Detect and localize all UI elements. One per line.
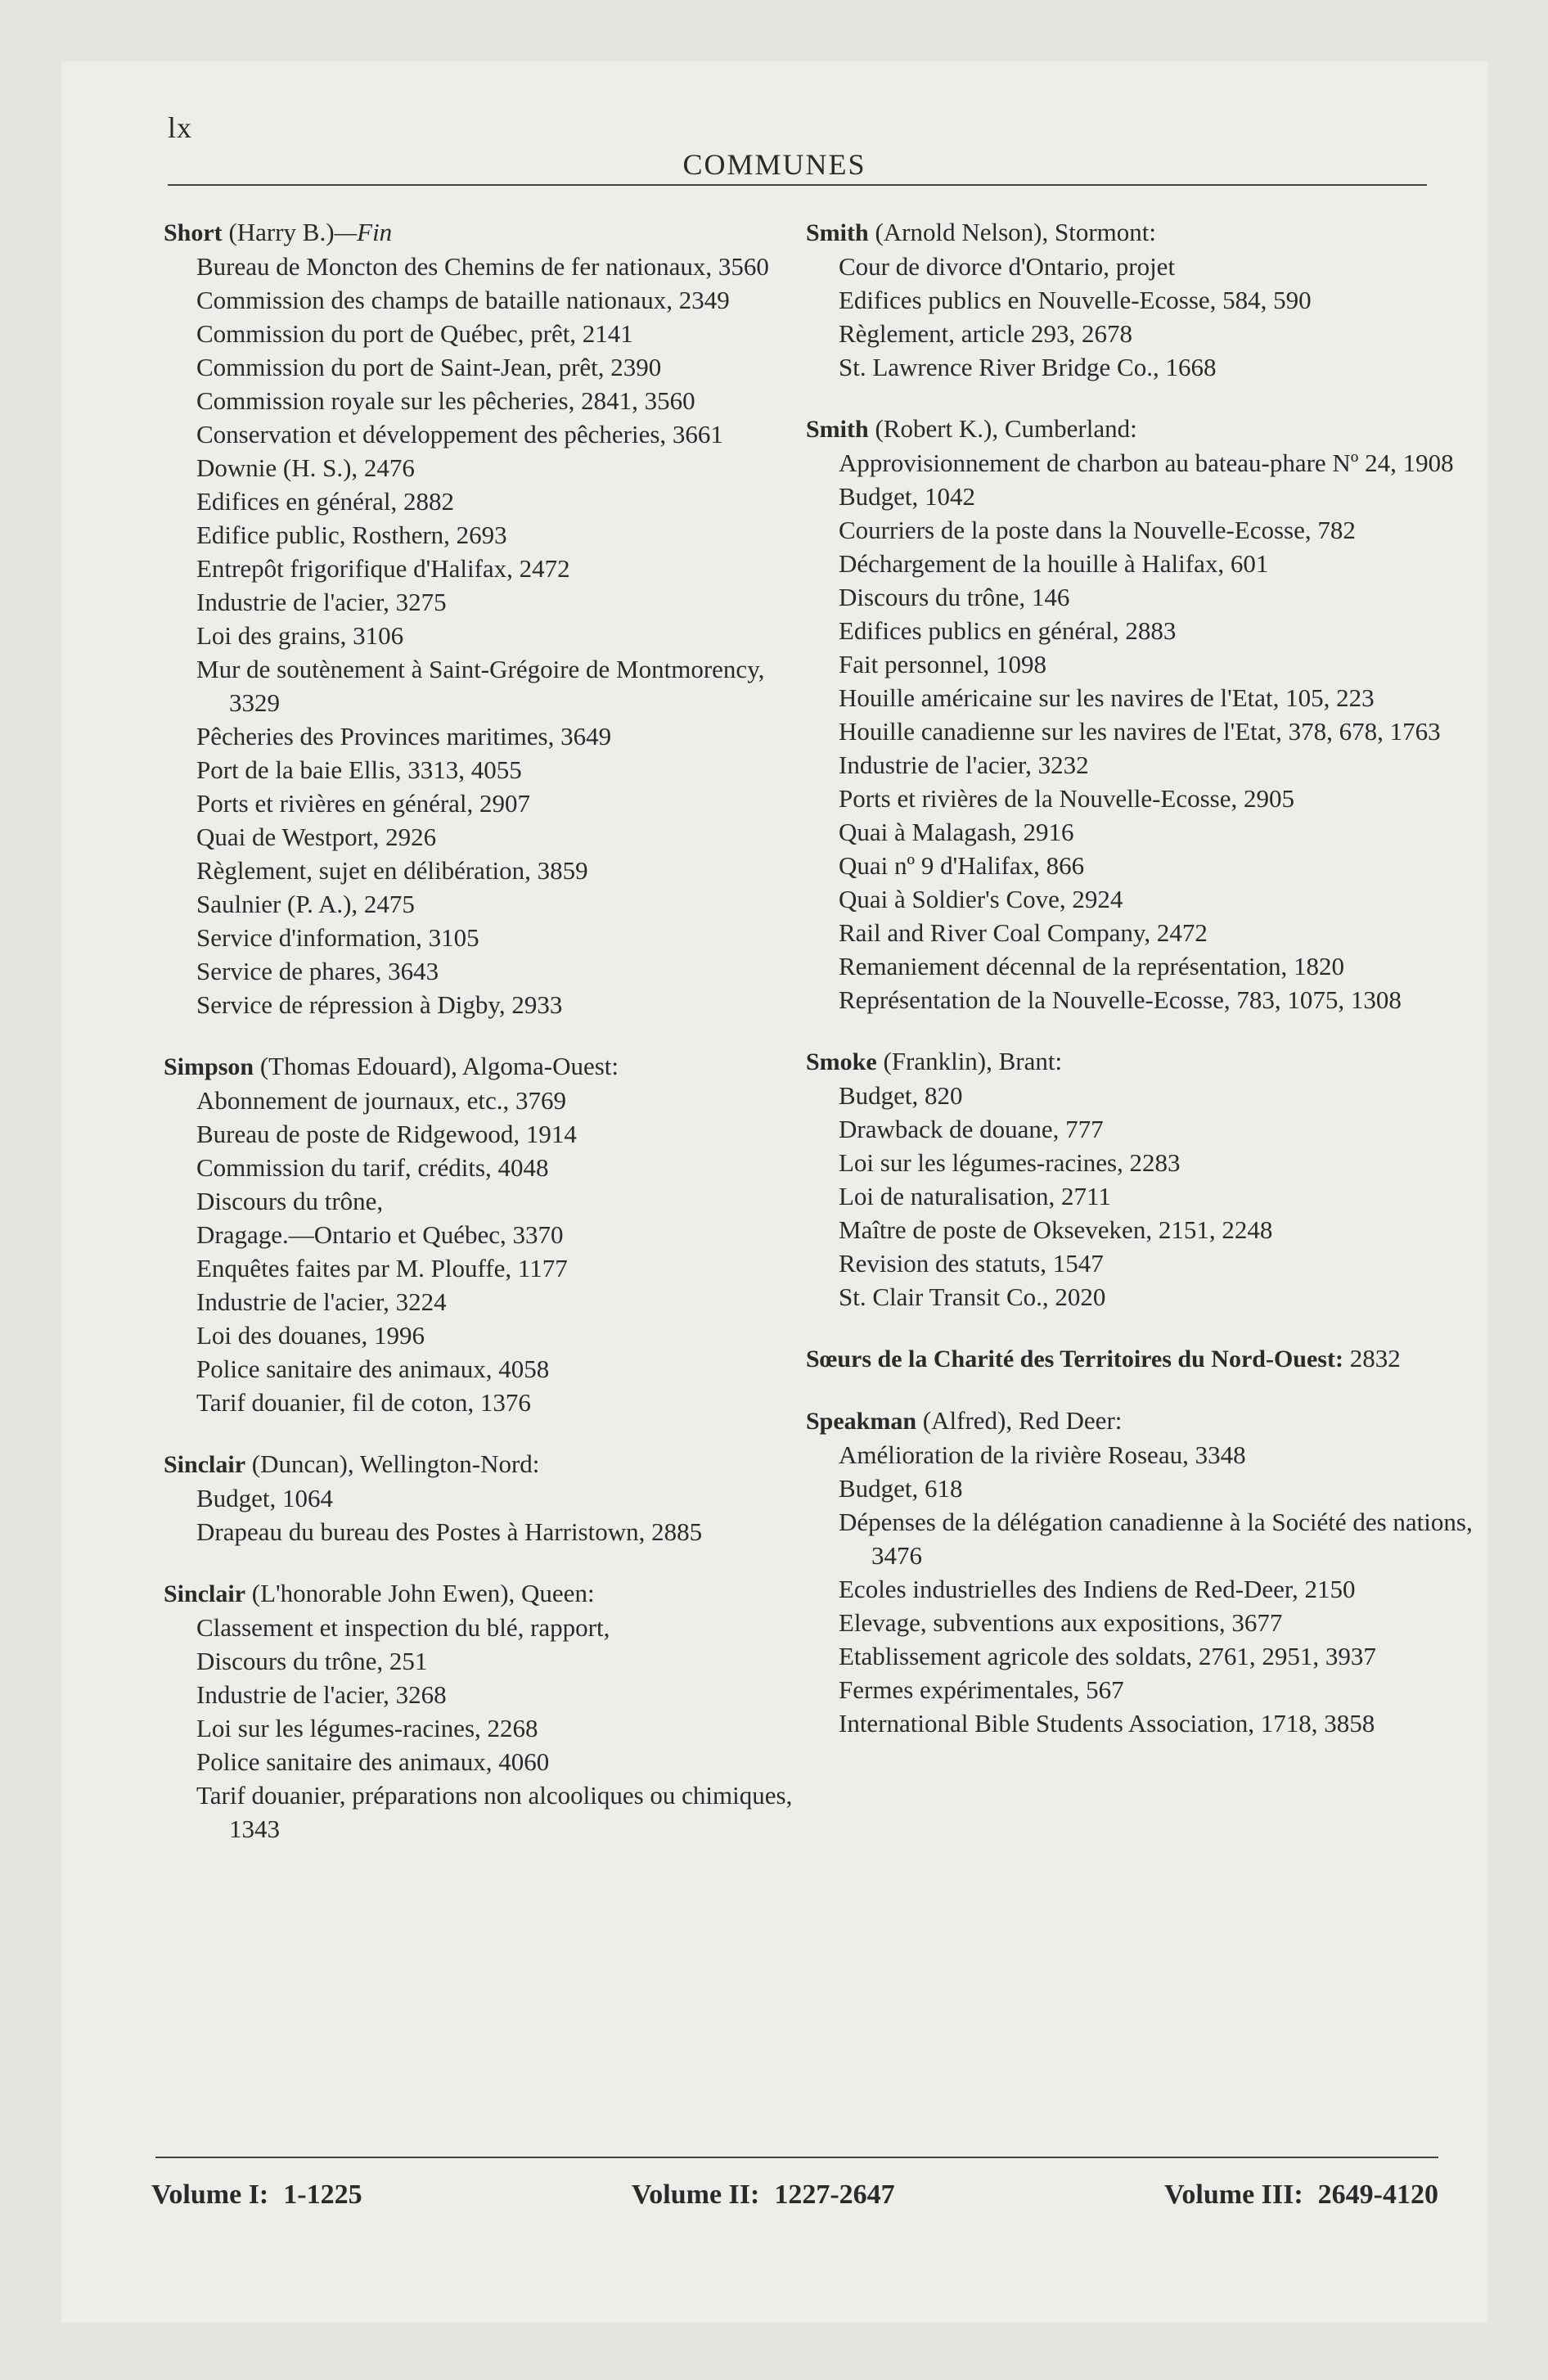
right-column: [806, 215, 1477, 1768]
sub-entry: Quai nº 9 d'Halifax, 866: [839, 851, 1085, 880]
sub-entry: Entrepôt frigorifique d'Halifax, 2472: [196, 554, 570, 583]
volume-range: [1164, 2179, 1438, 2211]
sub-entry: Tarif douanier, fil de coton, 1376: [196, 1388, 531, 1417]
sub-entry: Bureau de Moncton des Chemins de fer nationaux, 3560: [196, 252, 769, 281]
sub-entry: Downie (H. S.), 2476: [196, 453, 415, 482]
sub-entry: Edifices publics en général, 2883: [839, 616, 1177, 645]
top-rule: [168, 184, 1427, 186]
volume-label: Volume III:: [1163, 2179, 1303, 2210]
volume-range: [151, 2179, 362, 2211]
index-entry: [806, 1341, 1477, 1376]
sub-entry: Budget, 1042: [839, 482, 976, 511]
index-entry: [164, 1576, 818, 1846]
sub-entry: Fermes expérimentales, 567: [839, 1675, 1124, 1704]
sub-entry: Ecoles industrielles des Indiens de Red-Deer, 2150: [839, 1575, 1356, 1603]
sub-entry: Remaniement décennal de la représentation, 1820: [839, 952, 1345, 980]
sub-entry: Commission royale sur les pêcheries, 2841, 3560: [196, 386, 695, 415]
sub-entry: Industrie de l'acier, 3275: [196, 588, 447, 616]
sub-entry: Houille canadienne sur les navires de l'Etat, 378, 678, 1763: [839, 717, 1441, 746]
sub-entry: Quai à Malagash, 2916: [839, 818, 1074, 846]
sub-entry: Revision des statuts, 1547: [839, 1249, 1104, 1278]
sub-entry: Edifices en général, 2882: [196, 487, 455, 516]
sub-entry: Déchargement de la houille à Halifax, 601: [839, 549, 1269, 578]
sub-entry: Règlement, sujet en délibération, 3859: [196, 856, 588, 885]
sub-entry: Edifices publics en Nouvelle-Ecosse, 584, 590: [839, 286, 1312, 314]
entry-heading: [164, 1576, 818, 1611]
entry-name: Speakman: [806, 1408, 917, 1435]
sub-entry: St. Clair Transit Co., 2020: [839, 1282, 1106, 1311]
sub-entry: Etablissement agricole des soldats, 2761, 2951, 3937: [839, 1642, 1376, 1670]
sub-entry: Houille américaine sur les navires de l'Etat, 105, 223: [839, 683, 1375, 712]
entry-name: Sinclair: [164, 1580, 246, 1607]
sub-entry: Cour de divorce d'Ontario, projet: [839, 252, 1176, 281]
entry-name: Sœurs de la Charité des Territoires du Nord-Ouest:: [806, 1346, 1343, 1373]
entry-continuation: —Fin: [334, 218, 393, 246]
sub-entry: International Bible Students Association, 1718, 3858: [839, 1709, 1375, 1738]
sub-entry: Commission du port de Québec, prêt, 2141: [196, 319, 633, 348]
sub-entry: Budget, 1064: [196, 1484, 334, 1512]
sub-entry: Loi sur les légumes-racines, 2268: [196, 1714, 538, 1742]
sub-entry: Loi des douanes, 1996: [196, 1321, 425, 1350]
sub-entry: Commission du tarif, crédits, 4048: [196, 1153, 549, 1182]
entry-qualifier: (L'honorable John Ewen), Queen:: [251, 1579, 595, 1607]
sub-entry: Quai de Westport, 2926: [196, 823, 437, 851]
sub-entry: Dépenses de la délégation canadienne à la Société des nations, 3476: [839, 1508, 1473, 1570]
left-column: [164, 215, 818, 1873]
sub-entry: Loi de naturalisation, 2711: [839, 1182, 1111, 1210]
volume-pages: 2649-4120: [1317, 2179, 1438, 2210]
sub-entry: Budget, 820: [839, 1081, 963, 1110]
sub-entry: Ports et rivières en général, 2907: [196, 789, 531, 818]
index-entry: [164, 215, 818, 1021]
sub-entry: Industrie de l'acier, 3268: [196, 1680, 447, 1709]
sub-entry: Discours du trône,: [196, 1187, 384, 1215]
index-entry: [806, 215, 1477, 384]
sub-entry: Amélioration de la rivière Roseau, 3348: [839, 1440, 1246, 1469]
sub-entry: Industrie de l'acier, 3232: [839, 751, 1089, 779]
index-entry: [164, 1049, 818, 1419]
sub-entry: Police sanitaire des animaux, 4060: [196, 1747, 550, 1776]
entry-qualifier: (Harry B.): [228, 218, 335, 246]
sub-entry: St. Lawrence River Bridge Co., 1668: [839, 353, 1217, 381]
sub-entry: Port de la baie Ellis, 3313, 4055: [196, 755, 522, 784]
sub-entry: Saulnier (P. A.), 2475: [196, 890, 415, 918]
entry-heading: [164, 1049, 818, 1084]
sub-entry: Représentation de la Nouvelle-Ecosse, 783, 1075, 1308: [839, 985, 1402, 1014]
volume-label: Volume I:: [151, 2179, 269, 2210]
sub-entry: Loi des grains, 3106: [196, 621, 404, 650]
sub-entry: Police sanitaire des animaux, 4058: [196, 1355, 550, 1383]
index-entry: [806, 412, 1477, 1016]
sub-entry: Service de répression à Digby, 2933: [196, 990, 563, 1019]
sub-entry: Commission du port de Saint-Jean, prêt, 2390: [196, 353, 662, 381]
entry-name: Sinclair: [164, 1451, 246, 1478]
sub-entry: Ports et rivières de la Nouvelle-Ecosse, 2905: [839, 784, 1294, 813]
folio: lx: [168, 111, 193, 144]
sub-entry: Industrie de l'acier, 3224: [196, 1287, 447, 1316]
running-head: COMMUNES: [682, 148, 866, 181]
index-entry: [806, 1044, 1477, 1314]
sub-entry: Discours du trône, 146: [839, 583, 1070, 611]
sub-entry: Conservation et développement des pêcheries, 3661: [196, 420, 723, 449]
sub-entry: Commission des champs de bataille nationaux, 2349: [196, 286, 730, 314]
sub-entry: Pêcheries des Provinces maritimes, 3649: [196, 722, 612, 751]
sub-entry: Discours du trône, 251: [196, 1647, 428, 1675]
entry-qualifier: (Franklin), Brant:: [883, 1047, 1063, 1075]
sub-entry: Classement et inspection du blé, rapport,: [196, 1613, 610, 1642]
sub-entry: Edifice public, Rosthern, 2693: [196, 521, 507, 549]
entry-heading: [806, 1341, 1477, 1376]
entry-heading: [164, 1447, 818, 1481]
volume-range: [632, 2179, 895, 2211]
page: [61, 61, 1487, 2323]
entry-name: Smoke: [806, 1048, 877, 1075]
sub-entry: Maître de poste de Okseveken, 2151, 2248: [839, 1215, 1273, 1244]
entry-heading: [806, 215, 1477, 250]
entry-heading: [806, 1404, 1477, 1438]
sub-entry: Tarif douanier, préparations non alcooliques ou chimiques, 1343: [196, 1781, 793, 1843]
sub-entry: Elevage, subventions aux expositions, 3677: [839, 1608, 1283, 1637]
sub-entry: Quai à Soldier's Cove, 2924: [839, 885, 1123, 913]
sub-entry: Règlement, article 293, 2678: [839, 319, 1132, 348]
volume-pages: 1-1225: [283, 2179, 362, 2210]
bottom-rule: [155, 2157, 1438, 2158]
sub-entry: Approvisionnement de charbon au bateau-phare Nº 24, 1908: [839, 449, 1454, 477]
sub-entry: Enquêtes faites par M. Plouffe, 1177: [196, 1254, 568, 1282]
entry-qualifier: (Alfred), Red Deer:: [922, 1406, 1123, 1435]
sub-entry: Rail and River Coal Company, 2472: [839, 918, 1208, 947]
sub-entry: Service d'information, 3105: [196, 923, 479, 952]
sub-entry: Dragage.—Ontario et Québec, 3370: [196, 1220, 564, 1249]
entry-qualifier: (Robert K.), Cumberland:: [875, 414, 1137, 443]
entry-name: Short: [164, 219, 223, 246]
sub-entry: Bureau de poste de Ridgewood, 1914: [196, 1120, 577, 1148]
index-entry: [806, 1404, 1477, 1740]
entry-heading: [806, 1044, 1477, 1079]
volume-pages: 1227-2647: [774, 2179, 895, 2210]
sub-entry: Courriers de la poste dans la Nouvelle-Ecosse, 782: [839, 516, 1356, 544]
entry-qualifier: 2832: [1349, 1344, 1401, 1373]
index-entry: [164, 1447, 818, 1548]
sub-entry: Loi sur les légumes-racines, 2283: [839, 1148, 1181, 1177]
volume-label: Volume II:: [631, 2179, 760, 2210]
entry-name: Smith: [806, 219, 869, 246]
volume-footer: [151, 2179, 1438, 2211]
entry-heading: [164, 215, 818, 250]
entry-heading: [806, 412, 1477, 446]
entry-qualifier: (Arnold Nelson), Stormont:: [875, 218, 1156, 246]
sub-entry: Fait personnel, 1098: [839, 650, 1046, 678]
sub-entry: Budget, 618: [839, 1474, 963, 1503]
entry-name: Simpson: [164, 1053, 254, 1080]
sub-entry: Drawback de douane, 777: [839, 1115, 1104, 1143]
entry-qualifier: (Thomas Edouard), Algoma-Ouest:: [259, 1052, 619, 1080]
sub-entry: Abonnement de journaux, etc., 3769: [196, 1086, 566, 1115]
entry-name: Smith: [806, 416, 869, 443]
entry-qualifier: (Duncan), Wellington-Nord:: [251, 1449, 540, 1478]
sub-entry: Service de phares, 3643: [196, 957, 439, 985]
sub-entry: Mur de soutènement à Saint-Grégoire de Montmorency, 3329: [196, 655, 765, 717]
sub-entry: Drapeau du bureau des Postes à Harristown, 2885: [196, 1517, 703, 1546]
